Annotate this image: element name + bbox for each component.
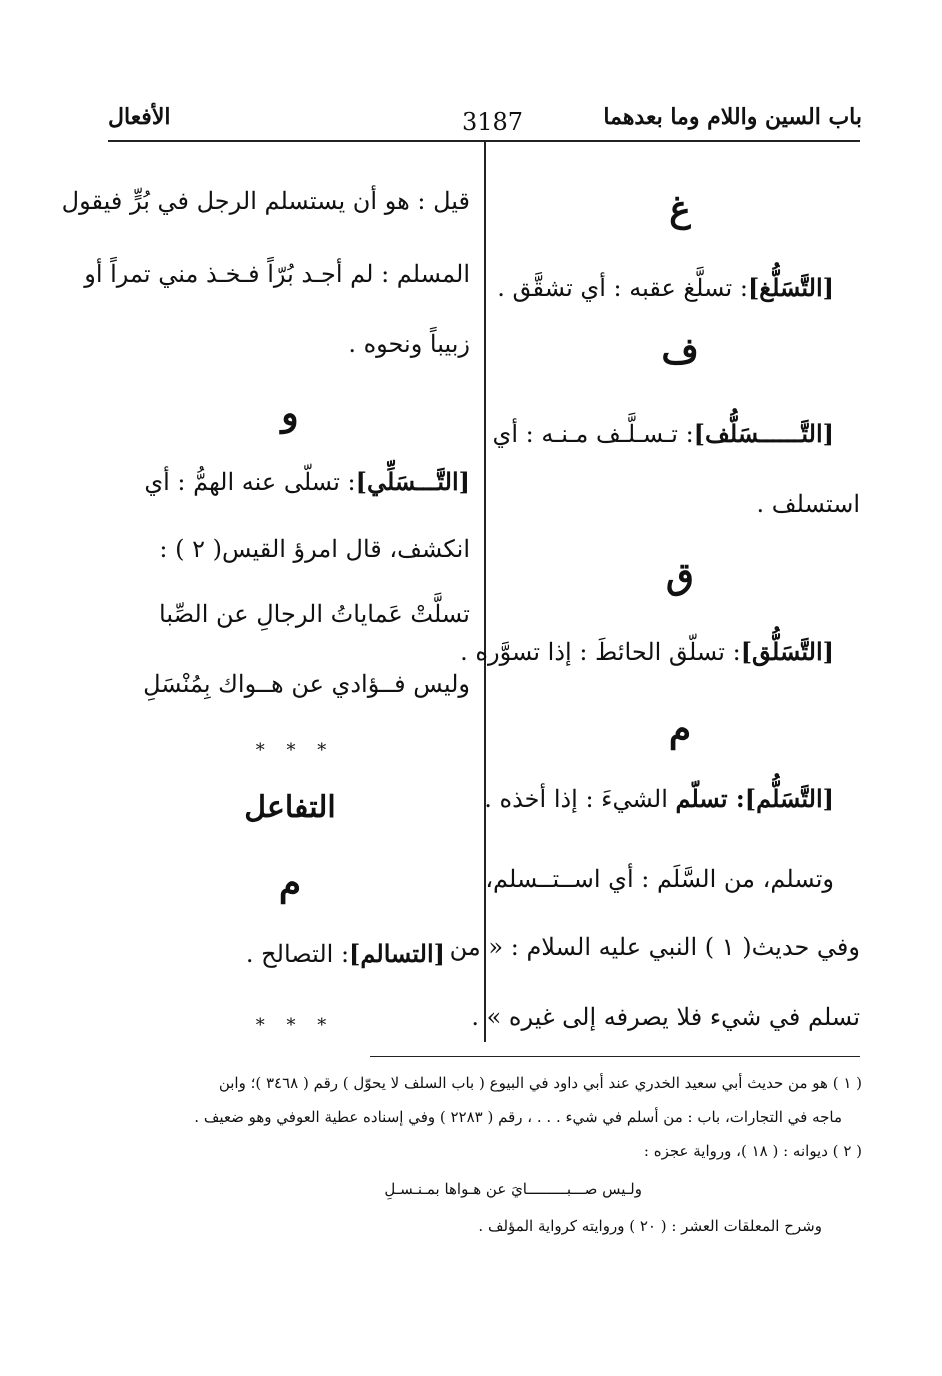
entry-definition: : تسلّق الحائطَ : إذا تسوَّره .	[460, 638, 741, 666]
entry-waw	[144, 468, 470, 497]
entry-definition: : تـسـلَّـف مـنـه : أي	[492, 420, 694, 448]
letter-heading-mim: م	[668, 708, 692, 750]
letter-heading-mim: م	[278, 862, 302, 904]
entry-definition: : التصالح .	[245, 940, 350, 968]
running-header-title: باب السين واللام وما بعدهما	[603, 104, 862, 130]
entry-term: [التَّـــسَلِّي]	[355, 467, 470, 496]
entry-term: [التَّــــــسَلُّف]	[693, 419, 834, 448]
footnote-1-line: ( ١ ) هو من حديث أبي سعيد الخدري عند أبي داود في البيوع ( باب السلف لا يحوّل ) رقم ( ٣٤٦٨ )؛ وابن	[218, 1074, 862, 1092]
text-line: انكشف، قال امرؤ القيس( ٢ ) :	[159, 535, 470, 563]
footnote-2-line: ( ٢ ) ديوانه : ( ١٨ )، ورواية عجزه :	[643, 1142, 862, 1160]
column-divider	[484, 142, 486, 1042]
entry-definition: : تسلَّغ عقبه : أي تشقَّق .	[497, 274, 748, 302]
text-line: وفي حديث( ١ ) النبي عليه السلام : « من	[449, 933, 860, 961]
verse-line: وليس فــؤادي عن هــواك بِمُنْسَلِ	[143, 670, 470, 698]
entry-definition: : تسلّى عنه الهمُّ : أي	[144, 468, 356, 496]
entry-fa	[493, 420, 834, 449]
entry-tasalum	[246, 940, 445, 969]
entry-qaf	[460, 638, 834, 667]
footnote-2-line: وشرح المعلقات العشر : ( ٢٠ ) وروايته كرواية المؤلف .	[478, 1217, 822, 1235]
text-line: تسلم في شيء فلا يصرفه إلى غيره » .	[471, 1003, 860, 1031]
entry-definition: الشيءَ : إذا أخذه .	[484, 785, 668, 813]
verse-line: تسلَّتْ عَماياتُ الرجالِ عن الصِّبا	[159, 600, 470, 628]
footnote-2-verse: ولـيس صـــبـــــــــايَ عن هـواها بمـنـسـلِ	[384, 1180, 642, 1198]
letter-heading-fa: ف	[661, 330, 699, 372]
footnote-1-line: ماجه في التجارات، باب : من أسلم في شيء . . . ، رقم ( ٢٢٨٣ ) وفي إسناده عطية العوفي وهو ضعيف .	[194, 1108, 842, 1126]
footnote-rule	[370, 1056, 860, 1057]
text-line: المسلم : لم أجـد بُرّاً فـخـذ مني تمراً أو	[84, 260, 470, 288]
letter-heading-waw: و	[281, 392, 299, 434]
entry-bold-text: : تسلّم	[675, 784, 745, 813]
letter-heading-qaf: ق	[666, 555, 694, 597]
text-line: قيل : هو أن يستسلم الرجل في بُرٍّ فيقول	[61, 187, 470, 215]
section-separator: * * *	[255, 1015, 335, 1036]
section-title: التفاعل	[244, 790, 336, 825]
entry-mim	[484, 785, 834, 814]
letter-heading-ghain: غ	[669, 188, 691, 230]
entry-term: [التَّسَلُّق]	[740, 637, 834, 666]
entry-term: [التسالم]	[349, 939, 445, 968]
running-header-section: الأفعال	[108, 104, 171, 130]
page-number: 3187	[462, 108, 524, 136]
entry-term: [التَّسَلُّغ]	[747, 273, 834, 302]
section-separator: * * *	[255, 740, 335, 761]
entry-ghain	[497, 274, 834, 303]
entry-fa-continuation: استسلف .	[756, 490, 860, 518]
text-line: زبيباً ونحوه .	[348, 330, 470, 358]
entry-term: [التَّسَلُّم]	[744, 784, 834, 813]
text-line: وتسلم، من السَّلَم : أي اســتــسلم،	[485, 865, 834, 893]
